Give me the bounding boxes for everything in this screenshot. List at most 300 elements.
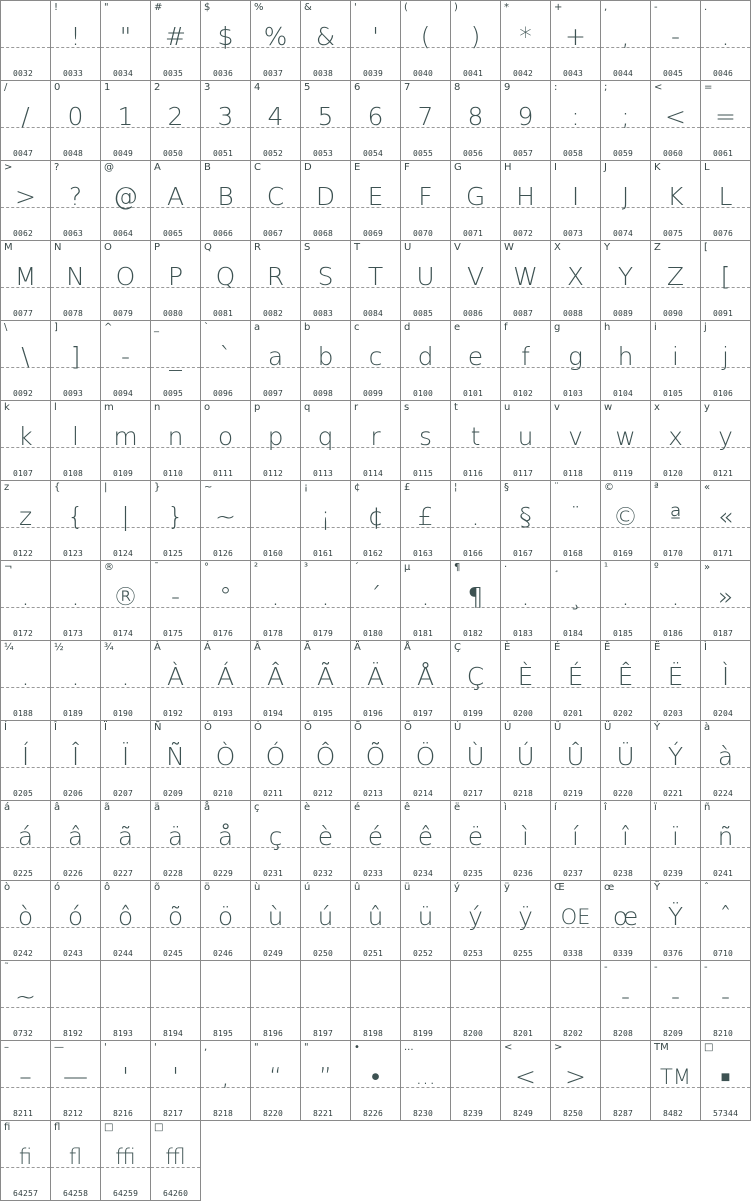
- glyph-cell: [0, 560, 51, 641]
- glyph-sample: G: [465, 182, 486, 211]
- glyph-code: 0084: [363, 309, 384, 318]
- glyph-sample: à: [717, 742, 734, 771]
- glyph-label: W: [504, 242, 514, 253]
- glyph-sample: |: [121, 502, 130, 531]
- glyph-label: ³: [304, 562, 309, 573]
- glyph-cell: [250, 0, 301, 81]
- glyph-label: #: [154, 2, 163, 13]
- glyph-cell: [550, 1040, 601, 1121]
- glyph-sample: î: [622, 822, 629, 851]
- glyph-label: c: [354, 322, 360, 333]
- glyph-cell: [150, 0, 201, 81]
- glyph-label: Õ: [354, 722, 362, 733]
- glyph-code: 0116: [463, 469, 484, 478]
- glyph-cell: [550, 560, 601, 641]
- glyph-code: 0086: [463, 309, 484, 318]
- glyph-sample: V: [466, 262, 485, 291]
- glyph-label: -: [604, 962, 608, 973]
- glyph-code: 0206: [63, 789, 84, 798]
- glyph-cell: [550, 320, 601, 401]
- glyph-cell: [150, 400, 201, 481]
- glyph-label: ë: [454, 802, 461, 813]
- glyph-code: 0054: [363, 149, 384, 158]
- glyph-cell: [200, 1040, 251, 1121]
- glyph-code: 0221: [663, 789, 684, 798]
- glyph-cell: [600, 640, 651, 721]
- glyph-code: 0203: [663, 709, 684, 718]
- glyph-label: l: [54, 402, 57, 413]
- glyph-code: 0033: [63, 69, 84, 78]
- glyph-code: 0214: [413, 789, 434, 798]
- glyph-code: 0227: [113, 869, 134, 878]
- glyph-sample: ,: [221, 1062, 230, 1091]
- glyph-label: Á: [204, 642, 211, 653]
- glyph-label: 4: [254, 82, 261, 93]
- glyph-code: 0040: [413, 69, 434, 78]
- glyph-code: 0076: [713, 229, 734, 238]
- glyph-code: 8287: [613, 1109, 634, 1118]
- glyph-cell: [700, 960, 751, 1041]
- glyph-cell: [350, 160, 401, 241]
- glyph-sample: :: [571, 102, 580, 131]
- glyph-label: -: [654, 2, 658, 13]
- glyph-cell: [400, 800, 451, 881]
- glyph-cell: [250, 400, 301, 481]
- glyph-code: 0217: [463, 789, 484, 798]
- glyph-sample: W: [513, 262, 538, 291]
- glyph-sample: ]: [70, 342, 81, 371]
- glyph-cell: [50, 1040, 101, 1121]
- glyph-cell: [650, 480, 701, 561]
- glyph-sample: [1, 12, 50, 62]
- glyph-cell: [300, 880, 351, 961]
- glyph-label: Ö: [404, 722, 412, 733]
- glyph-code: 0042: [513, 69, 534, 78]
- glyph-sample: ffi: [115, 1145, 136, 1169]
- glyph-cell: [400, 560, 451, 641]
- glyph-cell: [450, 880, 501, 961]
- glyph-label: k: [4, 402, 10, 413]
- glyph-code: 0077: [13, 309, 34, 318]
- glyph-code: 8212: [63, 1109, 84, 1118]
- glyph-sample: c: [368, 342, 383, 371]
- glyph-label: ¬: [4, 562, 13, 573]
- glyph-cell: [550, 80, 601, 161]
- glyph-sample: o: [217, 422, 234, 451]
- glyph-cell: [100, 480, 151, 561]
- glyph-label: ó: [54, 882, 61, 893]
- glyph-cell: [400, 320, 451, 401]
- glyph-code: 0161: [313, 549, 334, 558]
- glyph-sample: œ: [612, 902, 639, 931]
- glyph-label: v: [554, 402, 560, 413]
- glyph-sample: [51, 972, 100, 1022]
- glyph-sample: [101, 972, 150, 1022]
- glyph-code: 0041: [463, 69, 484, 78]
- glyph-label: ÿ: [504, 882, 510, 893]
- glyph-code: 0167: [513, 549, 534, 558]
- glyph-cell: [400, 720, 451, 801]
- glyph-code: 0035: [163, 69, 184, 78]
- glyph-code: 0112: [263, 469, 284, 478]
- glyph-label: □: [154, 1122, 164, 1133]
- glyph-sample: Å: [416, 662, 435, 691]
- glyph-cell: [600, 80, 651, 161]
- glyph-cell: [50, 400, 101, 481]
- glyph-label: M: [4, 242, 13, 253]
- glyph-label: S: [304, 242, 311, 253]
- glyph-cell: [500, 800, 551, 881]
- glyph-label: ñ: [704, 802, 711, 813]
- glyph-sample: .: [21, 582, 30, 611]
- glyph-cell: [700, 560, 751, 641]
- glyph-code: 8226: [363, 1109, 384, 1118]
- glyph-cell: [650, 160, 701, 241]
- glyph-cell: [500, 880, 551, 961]
- glyph-cell: [350, 240, 401, 321]
- glyph-cell: [300, 800, 351, 881]
- glyph-cell: [50, 800, 101, 881]
- glyph-sample: –: [19, 1062, 32, 1091]
- glyph-sample: [251, 972, 300, 1022]
- glyph-sample: Í: [21, 742, 30, 771]
- glyph-label: ²: [254, 562, 259, 573]
- glyph-code: 0069: [363, 229, 384, 238]
- glyph-sample: %: [263, 22, 288, 51]
- glyph-sample: Î: [71, 742, 80, 771]
- glyph-code: 0072: [513, 229, 534, 238]
- glyph-cell: [600, 960, 651, 1041]
- glyph-sample: .: [471, 502, 480, 531]
- glyph-sample: >: [15, 182, 36, 211]
- glyph-sample: H: [516, 182, 535, 211]
- glyph-cell: [600, 160, 651, 241]
- glyph-cell: [100, 160, 151, 241]
- glyph-cell: [150, 800, 201, 881]
- glyph-label: Ê: [604, 642, 611, 653]
- glyph-sample: £: [417, 502, 434, 531]
- glyph-code: 0231: [263, 869, 284, 878]
- glyph-cell: [250, 80, 301, 161]
- glyph-code: 0067: [263, 229, 284, 238]
- glyph-sample: s: [418, 422, 433, 451]
- glyph-sample: ...: [415, 1065, 436, 1089]
- glyph-sample: N: [66, 262, 85, 291]
- glyph-label: *: [504, 2, 509, 13]
- glyph-code: 0187: [713, 629, 734, 638]
- glyph-cell: [350, 400, 401, 481]
- glyph-sample: C: [266, 182, 285, 211]
- glyph-cell: [50, 240, 101, 321]
- glyph-cell: [350, 0, 401, 81]
- glyph-sample: P: [167, 262, 184, 291]
- glyph-label: T: [354, 242, 361, 253]
- glyph-cell: [650, 960, 701, 1041]
- glyph-code: 57344: [713, 1109, 739, 1118]
- glyph-cell: [600, 800, 651, 881]
- glyph-code: 8211: [13, 1109, 34, 1118]
- glyph-label: w: [604, 402, 613, 413]
- glyph-label: `: [204, 322, 209, 333]
- glyph-sample: [251, 492, 300, 542]
- glyph-label: Ä: [354, 642, 361, 653]
- glyph-cell: [450, 1040, 501, 1121]
- glyph-label: A: [154, 162, 161, 173]
- glyph-cell: [500, 480, 551, 561]
- glyph-code: 0124: [113, 549, 134, 558]
- glyph-cell: [700, 160, 751, 241]
- glyph-label: 7: [404, 82, 411, 93]
- glyph-cell: [150, 640, 201, 721]
- glyph-label: µ: [404, 562, 411, 573]
- glyph-cell: [150, 560, 201, 641]
- glyph-cell: [0, 0, 51, 81]
- glyph-code: 8230: [413, 1109, 434, 1118]
- glyph-cell: [700, 800, 751, 881]
- glyph-sample: É: [567, 662, 584, 691]
- glyph-sample: U: [416, 262, 435, 291]
- glyph-label: Ú: [504, 722, 512, 733]
- glyph-code: 8250: [563, 1109, 584, 1118]
- glyph-cell: [50, 560, 101, 641]
- glyph-label: °: [204, 562, 209, 573]
- glyph-code: 0078: [63, 309, 84, 318]
- glyph-cell: [700, 400, 751, 481]
- glyph-code: 0064: [113, 229, 134, 238]
- glyph-code: 0102: [513, 389, 534, 398]
- glyph-sample: ë: [467, 822, 484, 851]
- glyph-label: ù: [254, 882, 261, 893]
- glyph-cell: [100, 1120, 151, 1201]
- glyph-label: Q: [204, 242, 212, 253]
- glyph-code: 8196: [263, 1029, 284, 1038]
- glyph-code: 0171: [713, 549, 734, 558]
- glyph-code: 0170: [663, 549, 684, 558]
- glyph-cell: [650, 240, 701, 321]
- glyph-label: Ÿ: [654, 882, 661, 893]
- glyph-sample: °: [219, 582, 232, 611]
- glyph-code: 0108: [63, 469, 84, 478]
- glyph-cell: [0, 640, 51, 721]
- glyph-cell: [650, 1040, 701, 1121]
- glyph-code: 0085: [413, 309, 434, 318]
- glyph-code: 0032: [13, 69, 34, 78]
- glyph-code: 0070: [413, 229, 434, 238]
- glyph-label: È: [504, 642, 511, 653]
- glyph-label: ¨: [554, 482, 559, 493]
- glyph-sample: ª: [669, 502, 682, 531]
- glyph-cell: [450, 0, 501, 81]
- glyph-label: ': [104, 1042, 107, 1053]
- glyph-sample: ': [122, 1062, 129, 1091]
- glyph-cell: [650, 0, 701, 81]
- glyph-label: ü: [404, 882, 411, 893]
- glyph-label: t: [454, 402, 458, 413]
- glyph-cell: [600, 560, 651, 641]
- glyph-sample: ffl: [165, 1145, 186, 1169]
- glyph-cell: [0, 880, 51, 961]
- glyph-label: Ç: [454, 642, 461, 653]
- glyph-code: 0204: [713, 709, 734, 718]
- glyph-code: 0180: [363, 629, 384, 638]
- glyph-sample: ñ: [717, 822, 734, 851]
- glyph-cell: [100, 240, 151, 321]
- glyph-label: è: [304, 802, 311, 813]
- glyph-sample: ú: [317, 902, 334, 931]
- glyph-code: 0088: [563, 309, 584, 318]
- glyph-code: 0710: [713, 949, 734, 958]
- glyph-cell: [200, 960, 251, 1041]
- glyph-cell: [700, 720, 751, 801]
- glyph-sample: R: [266, 262, 285, 291]
- glyph-label: ,: [604, 2, 608, 13]
- glyph-code: 0193: [213, 709, 234, 718]
- glyph-code: 0168: [563, 549, 584, 558]
- glyph-sample: =: [715, 102, 736, 131]
- glyph-label: Ò: [204, 722, 212, 733]
- glyph-sample: [351, 972, 400, 1022]
- glyph-label: x: [654, 402, 660, 413]
- glyph-code: 8194: [163, 1029, 184, 1038]
- glyph-sample: F: [418, 182, 433, 211]
- glyph-sample: @: [113, 182, 138, 211]
- glyph-label: §: [504, 482, 509, 493]
- glyph-cell: [350, 480, 401, 561]
- glyph-sample: i: [672, 342, 679, 371]
- glyph-code: 0172: [13, 629, 34, 638]
- glyph-sample: [451, 972, 500, 1022]
- glyph-cell: [350, 80, 401, 161]
- glyph-label: ¡: [304, 482, 309, 493]
- glyph-cell: [100, 320, 151, 401]
- glyph-label: Ù: [454, 722, 462, 733]
- glyph-cell: [300, 640, 351, 721]
- glyph-code: 0091: [713, 309, 734, 318]
- glyph-cell: [700, 1040, 751, 1121]
- glyph-sample: ): [470, 22, 481, 51]
- glyph-label: Â: [254, 642, 261, 653]
- glyph-code: 0210: [213, 789, 234, 798]
- glyph-label: ®: [104, 562, 114, 573]
- glyph-cell: [450, 80, 501, 161]
- glyph-sample: •: [371, 1062, 380, 1091]
- glyph-cell: [200, 640, 251, 721]
- glyph-cell: [0, 320, 51, 401]
- glyph-sample: K: [667, 182, 684, 211]
- glyph-sample: Y: [617, 262, 634, 291]
- glyph-sample: ®: [113, 582, 138, 611]
- glyph-code: 8197: [313, 1029, 334, 1038]
- glyph-code: 8202: [563, 1029, 584, 1038]
- glyph-code: 0095: [163, 389, 184, 398]
- glyph-code: 0205: [13, 789, 34, 798]
- glyph-code: 0209: [163, 789, 184, 798]
- glyph-code: 0066: [213, 229, 234, 238]
- glyph-sample: ~: [15, 982, 36, 1011]
- glyph-sample: $: [217, 22, 234, 51]
- glyph-cell: [650, 720, 701, 801]
- glyph-code: 0338: [563, 949, 584, 958]
- glyph-label: ': [354, 2, 357, 13]
- glyph-sample: !: [70, 22, 81, 51]
- glyph-label: r: [354, 402, 359, 413]
- glyph-sample: p: [267, 422, 284, 451]
- glyph-code: 0083: [313, 309, 334, 318]
- glyph-cell: [300, 560, 351, 641]
- glyph-cell: [200, 80, 251, 161]
- glyph-cell: [650, 320, 701, 401]
- glyph-sample: d: [417, 342, 434, 371]
- glyph-sample: <: [665, 102, 686, 131]
- glyph-label: H: [504, 162, 512, 173]
- glyph-code: 8199: [413, 1029, 434, 1038]
- glyph-label: ': [154, 1042, 157, 1053]
- glyph-code: 0169: [613, 549, 634, 558]
- glyph-cell: [50, 480, 101, 561]
- glyph-label: |: [104, 482, 108, 493]
- glyph-cell: [650, 400, 701, 481]
- glyph-cell: [300, 400, 351, 481]
- glyph-code: 0089: [613, 309, 634, 318]
- glyph-label: Ô: [304, 722, 312, 733]
- glyph-cell: [500, 80, 551, 161]
- glyph-label: {: [54, 482, 61, 493]
- glyph-label: i: [654, 322, 657, 333]
- glyph-code: 0048: [63, 149, 84, 158]
- glyph-cell: [100, 640, 151, 721]
- glyph-code: 0253: [463, 949, 484, 958]
- glyph-cell: [550, 160, 601, 241]
- glyph-sample: 4: [267, 102, 284, 131]
- glyph-label: K: [654, 162, 661, 173]
- glyph-sample: Q: [215, 262, 236, 291]
- glyph-code: 0186: [663, 629, 684, 638]
- glyph-code: 0055: [413, 149, 434, 158]
- glyph-code: 0122: [13, 549, 34, 558]
- glyph-code: 0219: [563, 789, 584, 798]
- glyph-cell: [150, 720, 201, 801]
- glyph-label: 5: [304, 82, 311, 93]
- glyph-code: 0080: [163, 309, 184, 318]
- glyph-cell: [150, 880, 201, 961]
- glyph-code: 8217: [163, 1109, 184, 1118]
- glyph-label: ¢: [354, 482, 361, 493]
- glyph-cell: [250, 880, 301, 961]
- glyph-code: 0185: [613, 629, 634, 638]
- glyph-sample: k: [18, 422, 33, 451]
- glyph-cell: [50, 0, 101, 81]
- glyph-sample: ": [119, 22, 132, 51]
- glyph-code: 0115: [413, 469, 434, 478]
- glyph-cell: [650, 80, 701, 161]
- glyph-sample: S: [317, 262, 334, 291]
- glyph-code: 0218: [513, 789, 534, 798]
- glyph-code: 0235: [463, 869, 484, 878]
- glyph-sample: g: [567, 342, 583, 371]
- glyph-sample: ã: [117, 822, 134, 851]
- glyph-code: 0242: [13, 949, 34, 958]
- glyph-sample: .: [421, 582, 430, 611]
- glyph-sample: j: [722, 342, 729, 371]
- glyph-code: 0179: [313, 629, 334, 638]
- glyph-cell: [500, 0, 551, 81]
- glyph-cell: [100, 80, 151, 161]
- glyph-cell: [400, 960, 451, 1041]
- glyph-code: 0181: [413, 629, 434, 638]
- glyph-code: 0044: [613, 69, 634, 78]
- glyph-cell: [250, 720, 301, 801]
- glyph-label: ¶: [454, 562, 461, 573]
